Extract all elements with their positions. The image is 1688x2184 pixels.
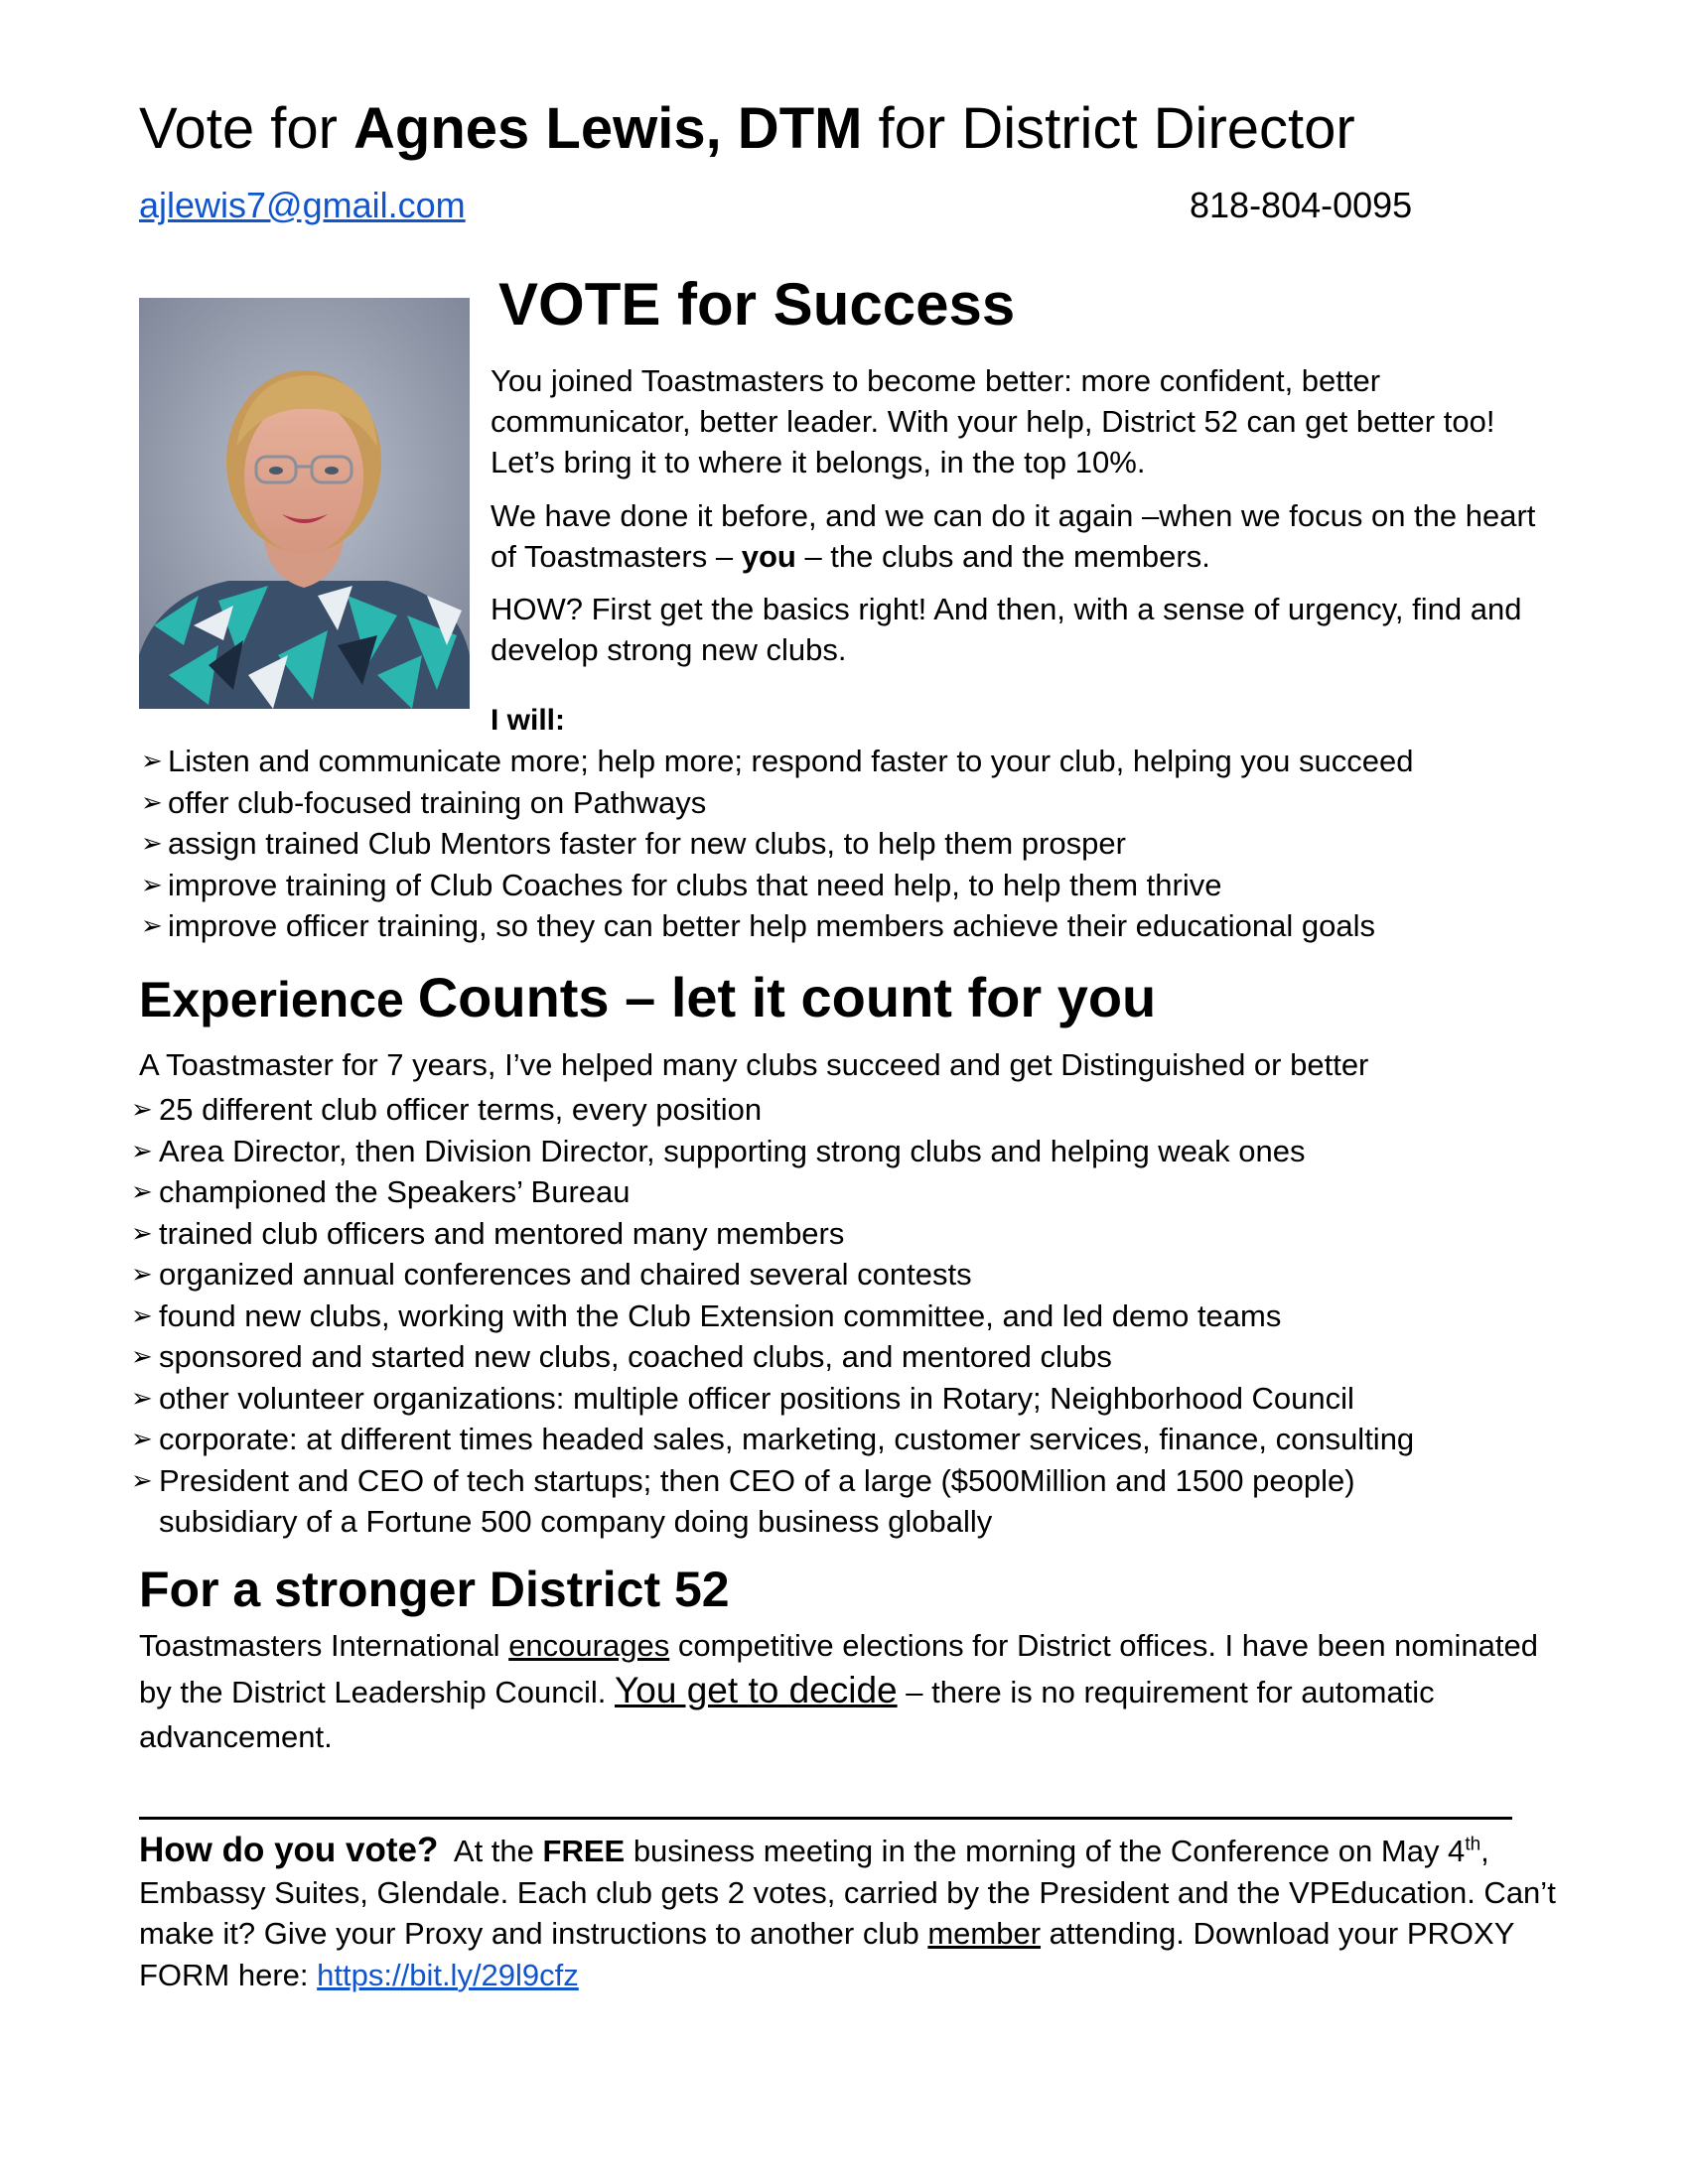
portrait-illustration xyxy=(139,298,470,709)
i-will-label: I will: xyxy=(491,704,565,737)
list-item: ➢ other volunteer organizations: multiple officer positions in Rotary; Neighborhood Council xyxy=(131,1378,1414,1420)
list-item: ➢ Area Director, then Division Director, supporting strong clubs and helping weak ones xyxy=(131,1131,1414,1172)
list-item: ➢ championed the Speakers’ Bureau xyxy=(131,1171,1414,1213)
proxy-form-link[interactable]: https://bit.ly/29l9cfz xyxy=(317,1957,579,1992)
district-heading: For a stronger District 52 xyxy=(139,1562,730,1617)
district-paragraph: Toastmasters International encourages competitive elections for District offices. I have been nominated by the District Leadership Council. You get to decide – there is no requirement for automatic advancement. xyxy=(139,1628,1538,1754)
list-item: ➢ improve officer training, so they can better help members achieve their educational goals xyxy=(141,905,1413,947)
success-heading: VOTE for Success xyxy=(498,271,1016,338)
list-item: ➢ organized annual conferences and chaired several contests xyxy=(131,1254,1414,1296)
arrow-bullet-icon: ➢ xyxy=(131,1299,153,1330)
emphasis-you: you xyxy=(741,539,796,574)
arrow-bullet-icon: ➢ xyxy=(141,786,163,817)
you-get-to-decide: You get to decide xyxy=(615,1670,898,1710)
list-item: ➢ trained club officers and mentored many members xyxy=(131,1213,1414,1255)
list-item: ➢ improve training of Club Coaches for clubs that need help, to help them thrive xyxy=(141,865,1413,906)
list-item: ➢ sponsored and started new clubs, coached clubs, and mentored clubs xyxy=(131,1336,1414,1378)
list-item: ➢ corporate: at different times headed sales, marketing, customer services, finance, consulting xyxy=(131,1419,1414,1460)
success-paragraph-1: You joined Toastmasters to become better: more confident, better communicator, better leader. With your help, District 52 can get better too! Let’s bring it to where it belongs, in the top 10%. xyxy=(491,363,1495,479)
experience-intro: A Toastmaster for 7 years, I’ve helped many clubs succeed and get Distinguished or better xyxy=(139,1047,1369,1082)
experience-list xyxy=(131,1089,1414,1543)
list-item: ➢ 25 different club officer terms, every position xyxy=(131,1089,1414,1131)
list-item: ➢ assign trained Club Mentors faster for new clubs, to help them prosper xyxy=(141,823,1413,865)
arrow-bullet-icon: ➢ xyxy=(131,1094,153,1124)
encourages-underlined: encourages xyxy=(508,1628,670,1663)
arrow-bullet-icon: ➢ xyxy=(141,828,163,858)
phone-number: 818-804-0095 xyxy=(1190,185,1413,225)
list-item: ➢ President and CEO of tech startups; then CEO of a large ($500Million and 1500 people) subsidiary of a Fortune 500 company doing business globally xyxy=(131,1460,1414,1543)
list-item: ➢ Listen and communicate more; help more; respond faster to your club, helping you succeed xyxy=(141,741,1413,782)
candidate-photo xyxy=(139,298,470,709)
arrow-bullet-icon: ➢ xyxy=(141,910,163,940)
title-suffix: for District Director xyxy=(862,96,1355,161)
how-to-vote-heading: How do you vote? xyxy=(139,1831,439,1869)
arrow-bullet-icon: ➢ xyxy=(131,1135,153,1165)
experience-heading: Experience Counts – let it count for you xyxy=(139,966,1157,1028)
list-item: ➢ found new clubs, working with the Club Extension committee, and led demo teams xyxy=(131,1296,1414,1337)
arrow-bullet-icon: ➢ xyxy=(131,1176,153,1206)
title-prefix: Vote for xyxy=(139,96,354,161)
arrow-bullet-icon: ➢ xyxy=(141,746,163,775)
success-paragraph-2: We have done it before, and we can do it again –when we focus on the heart of Toastmasters – you – the clubs and the members. xyxy=(491,498,1536,574)
success-paragraph-3: HOW? First get the basics right! And then, with a sense of urgency, find and develop strong new clubs. xyxy=(491,592,1522,667)
list-item: ➢ offer club-focused training on Pathways xyxy=(141,782,1413,824)
email-link[interactable]: ajlewis7@gmail.com xyxy=(139,185,466,225)
page-title xyxy=(139,95,1355,162)
arrow-bullet-icon: ➢ xyxy=(131,1259,153,1289)
arrow-bullet-icon: ➢ xyxy=(141,869,163,899)
section-divider xyxy=(139,1817,1512,1820)
arrow-bullet-icon: ➢ xyxy=(131,1464,153,1495)
arrow-bullet-icon: ➢ xyxy=(131,1217,153,1248)
arrow-bullet-icon: ➢ xyxy=(131,1341,153,1371)
candidate-name: Agnes Lewis, DTM xyxy=(353,96,863,161)
how-to-vote-paragraph: How do you vote? At the FREE business meeting in the morning of the Conference on May 4th, Embassy Suites, Glendale. Each club gets 2 votes, carried by the President and the VPEducation. Can’t make it? Give your Proxy and instructions to another club member attending. Download your PROXY FORM here: https://bit.ly/29l9cfz xyxy=(139,1831,1556,1992)
pledge-list xyxy=(141,741,1413,947)
arrow-bullet-icon: ➢ xyxy=(131,1424,153,1453)
arrow-bullet-icon: ➢ xyxy=(131,1382,153,1413)
